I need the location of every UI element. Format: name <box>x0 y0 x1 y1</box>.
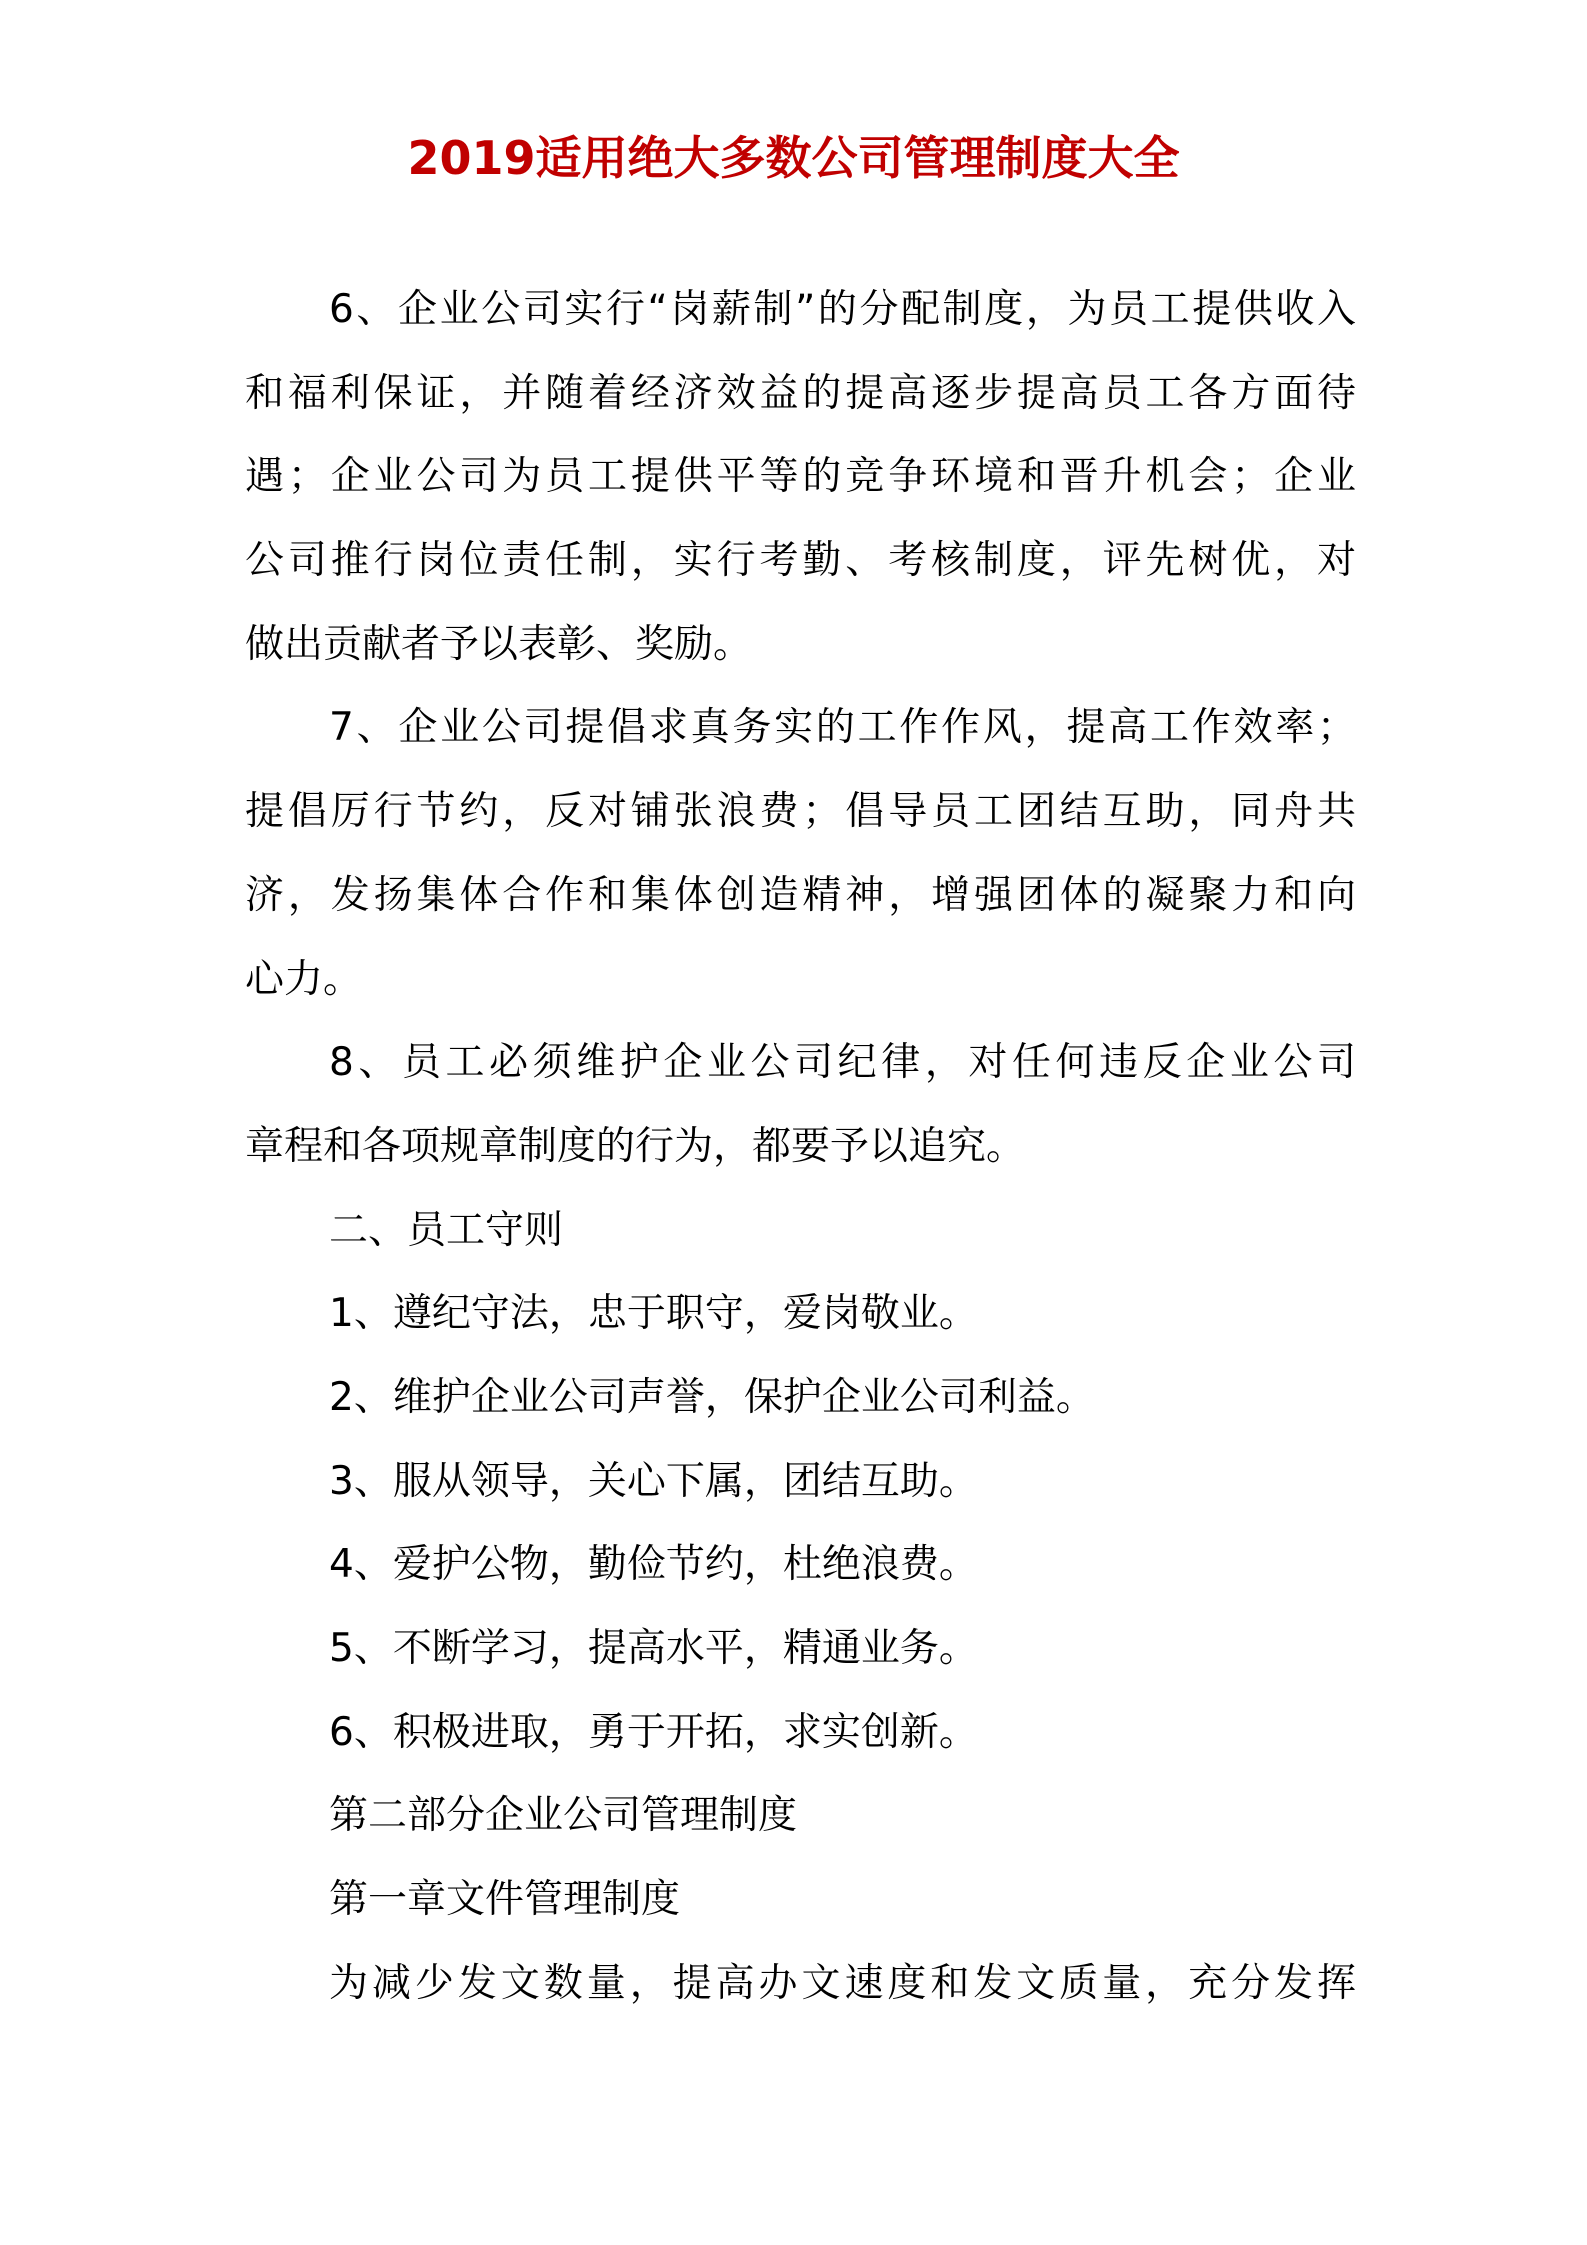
text-line: 2、维护企业公司声誉，保护企业公司利益。 <box>329 1374 1095 1420</box>
document-title: 2019适用绝大多数公司管理制度大全 <box>407 131 1180 185</box>
text-line: 心力。 <box>245 956 363 1002</box>
document-body <box>245 268 1356 2025</box>
text-line: 济，发扬集体合作和集体创造精神，增强团体的凝聚力和向 <box>245 872 1356 918</box>
text-line: 和福利保证，并随着经济效益的提高逐步提高员工各方面待 <box>245 370 1356 416</box>
text-line: 1、遵纪守法，忠于职守，爱岗敬业。 <box>329 1291 978 1337</box>
text-line: 7、企业公司提倡求真务实的工作作风，提高工作效率； <box>329 705 1356 751</box>
text-line: 第一章文件管理制度 <box>329 1877 681 1923</box>
text-line: 公司推行岗位责任制，实行考勤、考核制度，评先树优，对 <box>245 538 1356 584</box>
text-line: 提倡厉行节约，反对铺张浪费；倡导员工团结互助，同舟共 <box>245 789 1356 835</box>
text-line: 8、员工必须维护企业公司纪律，对任何违反企业公司 <box>329 1040 1356 1086</box>
text-line: 3、服从领导，关心下属，团结互助。 <box>329 1458 978 1504</box>
text-line: 二、员工守则 <box>329 1207 564 1253</box>
text-line: 做出贡献者予以表彰、奖励。 <box>245 621 753 667</box>
text-line: 6、积极进取，勇于开拓，求实创新。 <box>329 1709 978 1755</box>
text-line: 5、不断学习，提高水平，精通业务。 <box>329 1626 978 1671</box>
text-line: 为减少发文数量，提高办文速度和发文质量，充分发挥 <box>329 1960 1356 2006</box>
text-line: 第二部分企业公司管理制度 <box>329 1793 798 1839</box>
text-line: 章程和各项规章制度的行为，都要予以追究。 <box>245 1123 1026 1169</box>
text-line: 4、爱护公物，勤俭节约，杜绝浪费。 <box>329 1542 978 1588</box>
text-line: 遇；企业公司为员工提供平等的竞争环境和晋升机会；企业 <box>245 454 1356 500</box>
text-line: 6、企业公司实行“岗薪制”的分配制度，为员工提供收入 <box>329 287 1356 332</box>
